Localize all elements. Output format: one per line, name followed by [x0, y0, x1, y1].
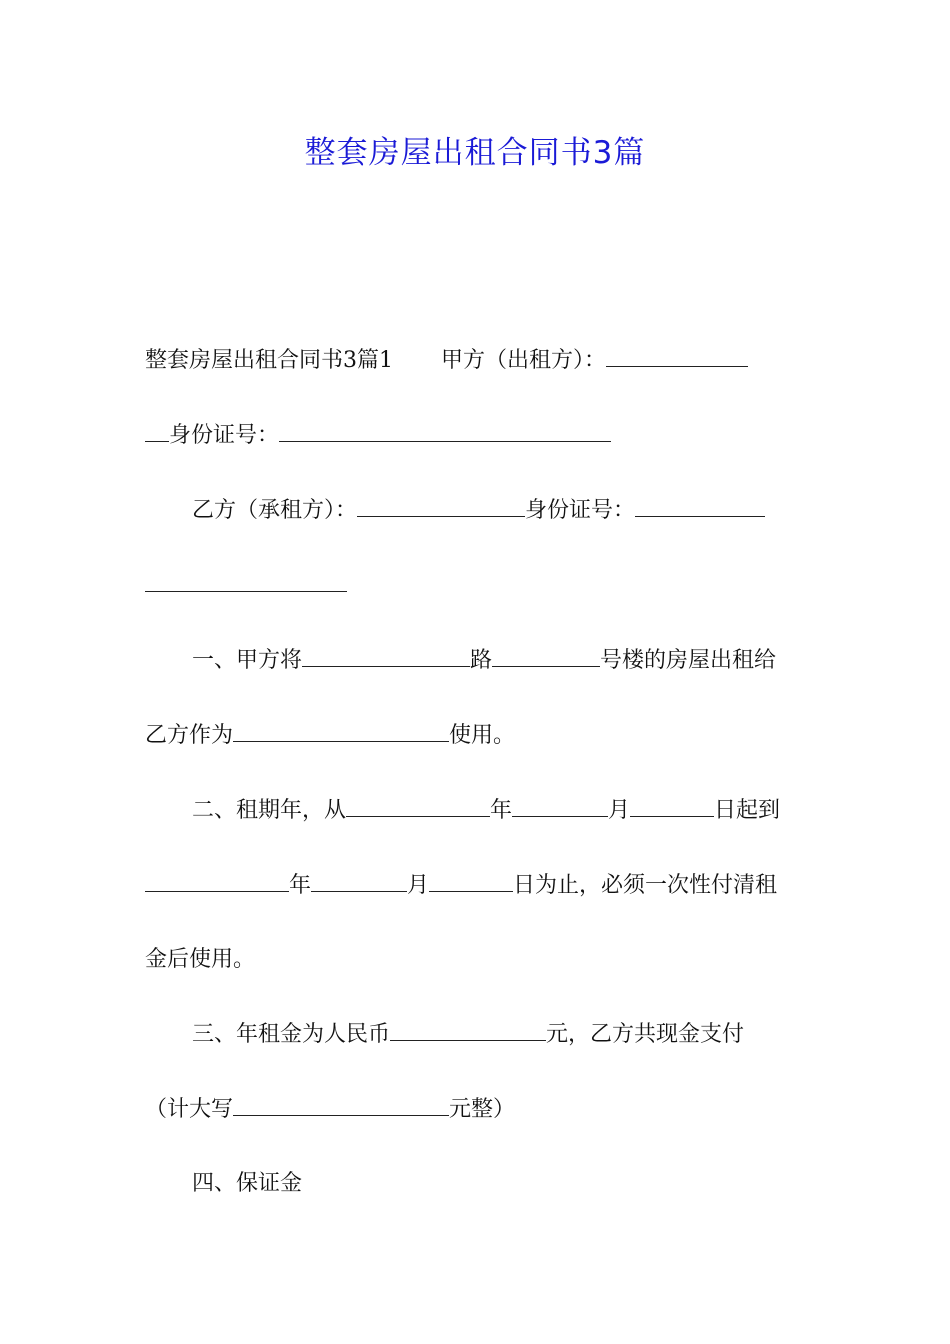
end-year-blank — [145, 865, 289, 892]
usage-blank — [233, 715, 449, 742]
line-party-a-id — [145, 415, 807, 456]
document-title: 整套房屋出租合同书3篇 — [304, 135, 646, 171]
end-month-blank — [311, 865, 407, 892]
id-label-2: 身份证号： — [525, 498, 636, 523]
clause2-day1: 日起到 — [714, 798, 781, 823]
id-label-1: 身份证号： — [169, 423, 280, 448]
line-party-b-id-cont — [145, 565, 807, 606]
party-b-name-blank — [357, 490, 525, 517]
clause2-year1: 年 — [490, 798, 513, 823]
start-day-blank — [630, 790, 714, 817]
line-party-b — [192, 490, 807, 531]
line-clause-4 — [192, 1164, 807, 1204]
line-party-a — [145, 340, 807, 381]
party-a-name-blank-cont — [145, 415, 169, 442]
start-year-blank — [346, 790, 490, 817]
road-blank — [302, 640, 470, 667]
clause3-part1: 三、年租金为人民币 — [192, 1022, 391, 1047]
line-clause-2-end — [145, 940, 807, 980]
party-a-label: 甲方（出租方）： — [441, 348, 607, 373]
start-month-blank — [512, 790, 608, 817]
line-clause-3-cont — [145, 1089, 807, 1130]
clause4: 四、保证金 — [192, 1171, 303, 1196]
building-blank — [492, 640, 600, 667]
section-heading: 整套房屋出租合同书3篇1 — [145, 348, 393, 373]
line-clause-1-cont — [145, 715, 807, 756]
clause3-part2: 元，乙方共现金支付 — [546, 1022, 745, 1047]
clause3-part3: （计大写 — [145, 1097, 234, 1122]
clause2-month1: 月 — [608, 798, 631, 823]
rent-amount-blank — [390, 1014, 546, 1041]
party-b-label: 乙方（承租方）： — [192, 498, 358, 523]
line-clause-3 — [192, 1014, 807, 1055]
line-clause-2 — [192, 790, 807, 831]
clause1-part3: 号楼的房屋出租给 — [600, 648, 777, 673]
end-day-blank — [429, 865, 513, 892]
clause1-part1: 一、甲方将 — [192, 648, 303, 673]
clause2-part3: 金后使用。 — [145, 947, 256, 972]
clause2-year2: 年 — [289, 873, 312, 898]
clause1-part5: 使用。 — [449, 723, 516, 748]
clause2-part1: 二、租期年，从 — [192, 798, 347, 823]
line-clause-1 — [192, 640, 807, 681]
party-b-id-blank-cont — [145, 565, 347, 592]
clause1-part4: 乙方作为 — [145, 723, 234, 748]
clause1-part2: 路 — [470, 648, 493, 673]
clause2-month2: 月 — [407, 873, 430, 898]
clause3-part4: 元整） — [449, 1097, 516, 1122]
party-b-id-blank — [635, 490, 765, 517]
party-a-name-blank — [606, 340, 748, 367]
rent-capital-blank — [233, 1089, 449, 1116]
clause2-day2: 日为止，必须一次性付清租 — [513, 873, 778, 898]
line-clause-2-cont — [145, 865, 807, 906]
party-a-id-blank — [279, 415, 611, 442]
